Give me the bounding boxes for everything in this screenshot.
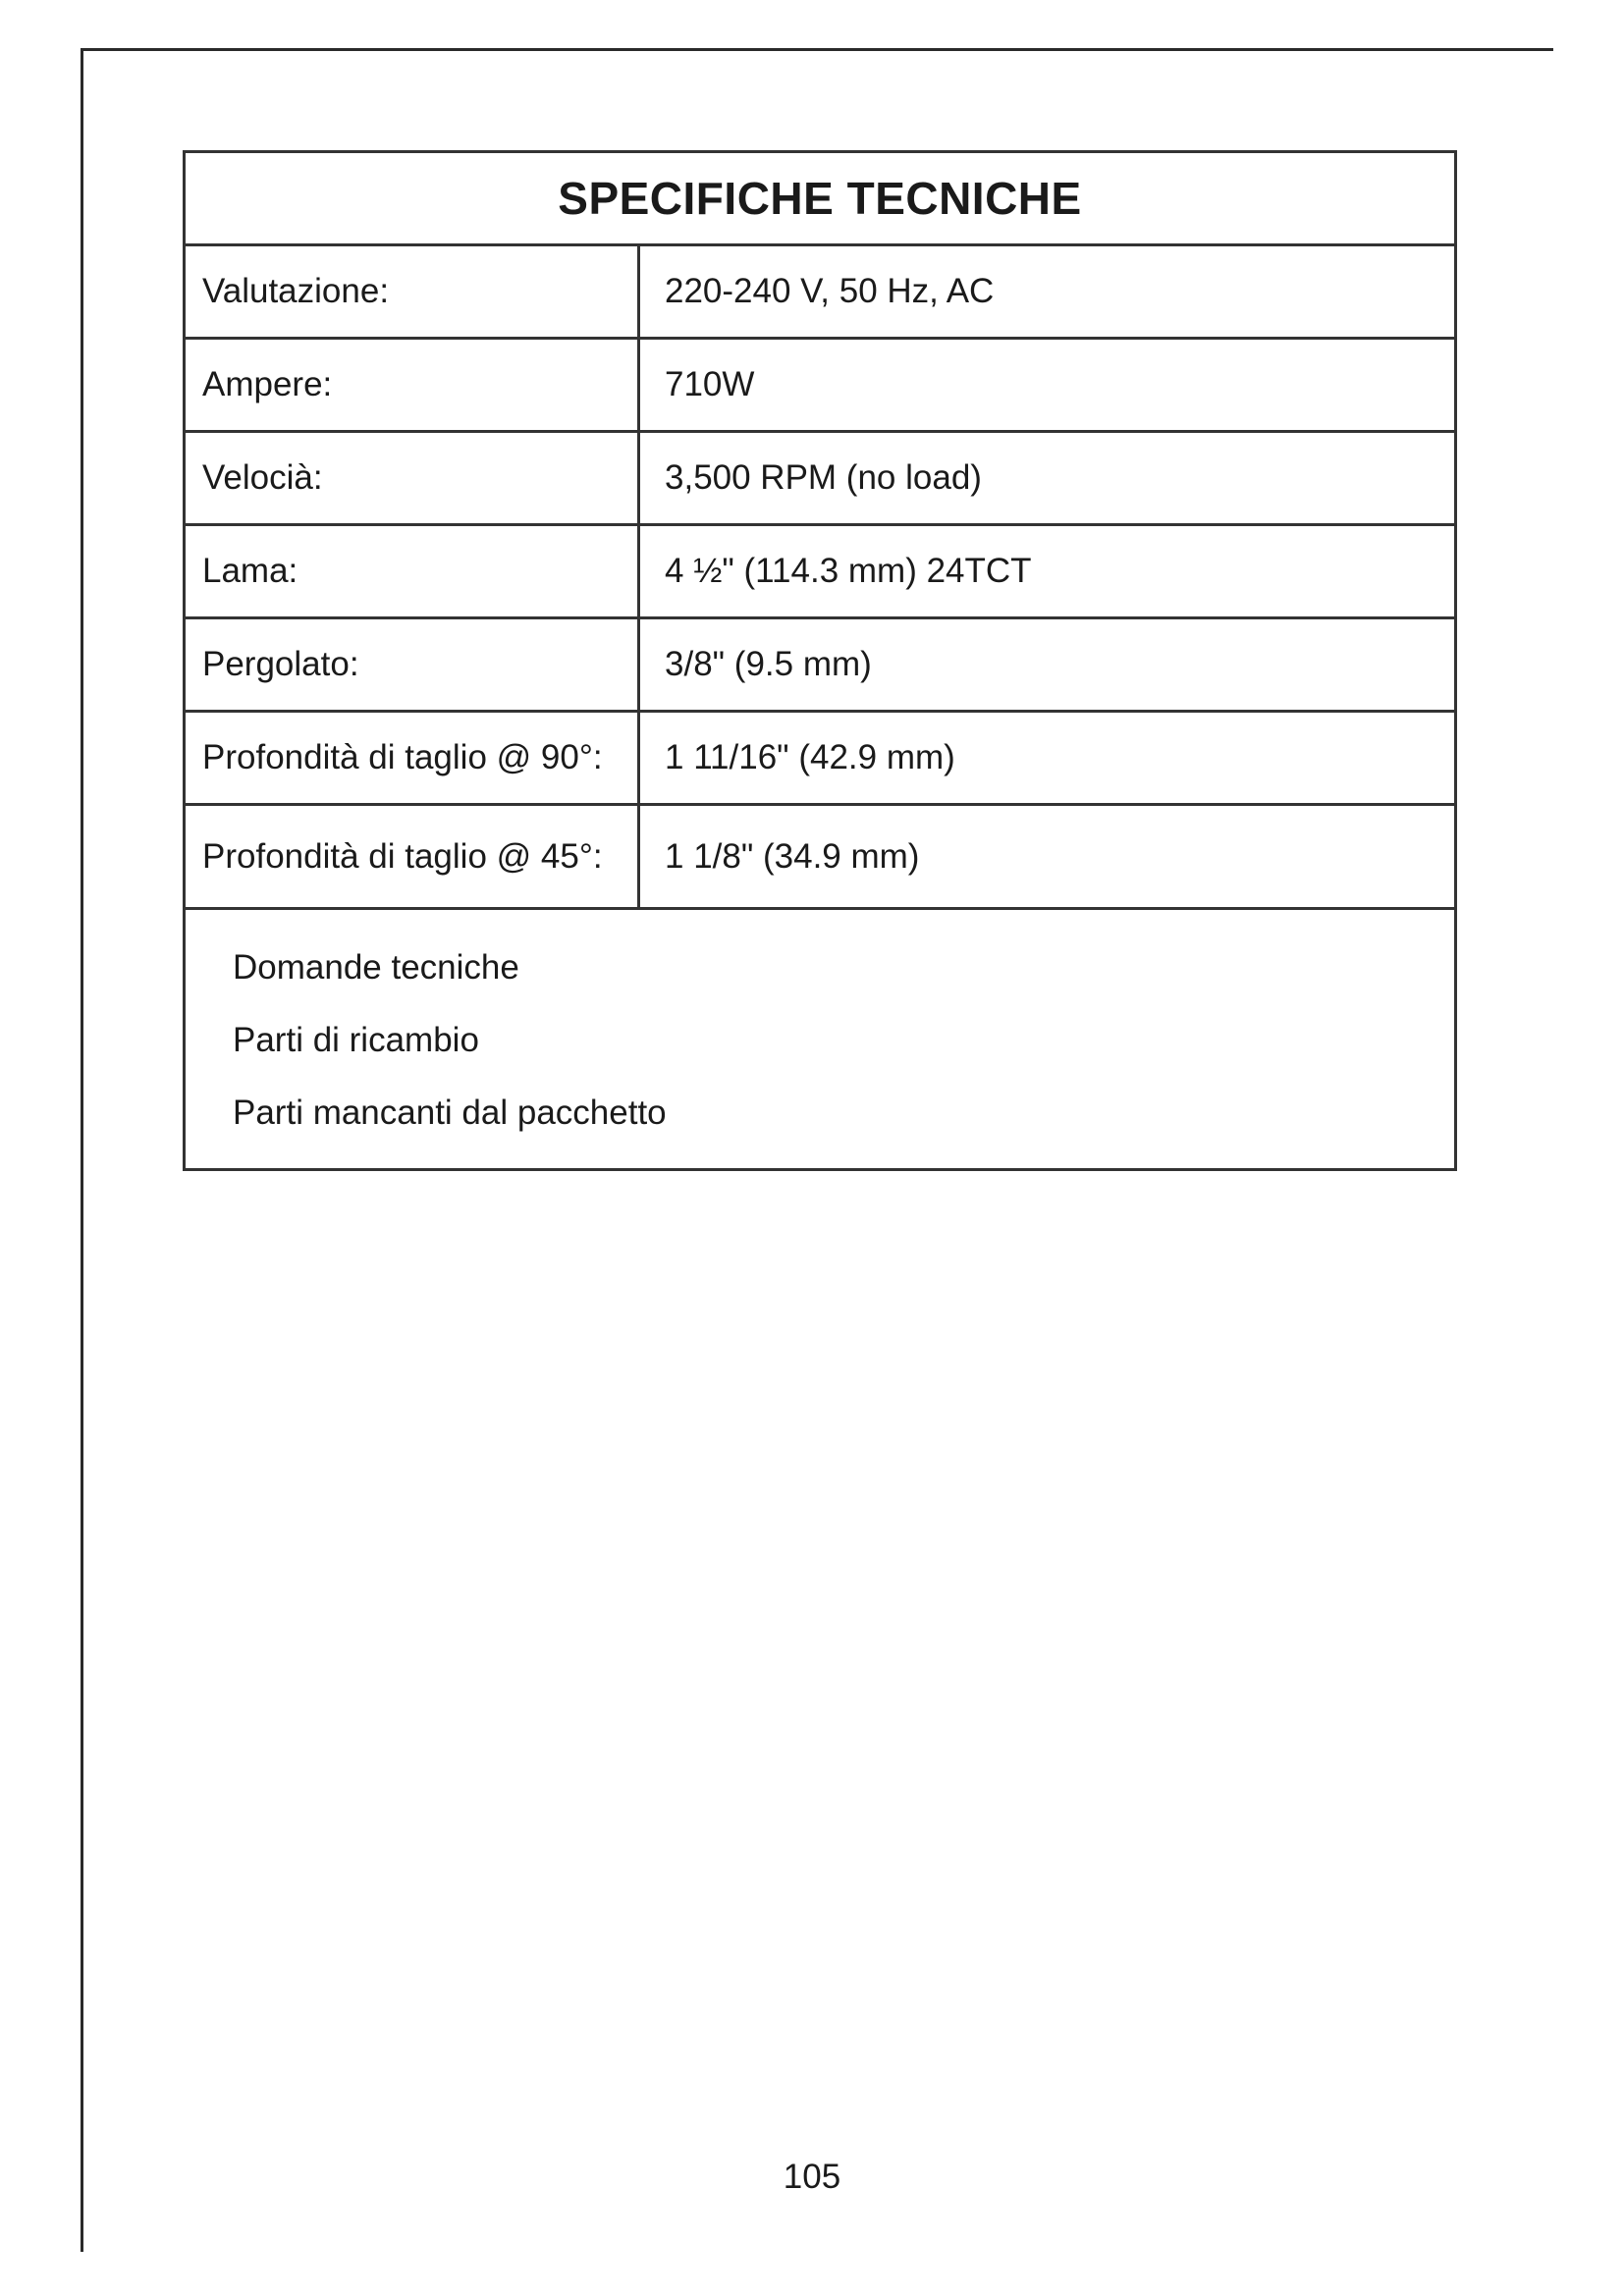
spec-value: 4 ½" (114.3 mm) 24TCT <box>665 552 1032 590</box>
spec-row-blade <box>186 526 1454 619</box>
spec-label: Velocià: <box>186 433 640 523</box>
support-line-technical-questions: Domande tecniche <box>233 948 519 987</box>
spec-value: 220-240 V, 50 Hz, AC <box>665 272 995 310</box>
spec-value: 1 11/16" (42.9 mm) <box>665 738 955 776</box>
spec-value: 3,500 RPM (no load) <box>665 458 982 497</box>
support-info-box <box>186 910 1454 1168</box>
spec-row-speed <box>186 433 1454 526</box>
support-line-spare-parts: Parti di ricambio <box>233 1021 479 1059</box>
support-line-missing-parts: Parti mancanti dal pacchetto <box>233 1094 667 1132</box>
spec-label: Lama: <box>186 526 640 616</box>
spec-value: 3/8" (9.5 mm) <box>665 645 872 683</box>
spec-value: 1 1/8" (34.9 mm) <box>665 836 920 876</box>
spec-row-power <box>186 340 1454 433</box>
spec-label: Profondità di taglio @ 45°: <box>186 806 640 907</box>
spec-label: Valutazione: <box>186 246 640 337</box>
spec-label: Profondità di taglio @ 90°: <box>186 713 640 803</box>
page-frame-left-rule <box>81 48 83 2252</box>
spec-row-rating <box>186 246 1454 340</box>
spec-row-arbor <box>186 619 1454 713</box>
spec-table-title: SPECIFICHE TECNICHE <box>186 153 1454 246</box>
page-number: 105 <box>783 2158 841 2196</box>
page-frame-top-rule <box>81 48 1553 51</box>
spec-row-cut-depth-90 <box>186 713 1454 806</box>
spec-value: 710W <box>665 365 755 403</box>
spec-label: Pergolato: <box>186 619 640 710</box>
spec-label: Ampere: <box>186 340 640 430</box>
spec-table <box>183 150 1457 1171</box>
spec-row-cut-depth-45 <box>186 806 1454 910</box>
